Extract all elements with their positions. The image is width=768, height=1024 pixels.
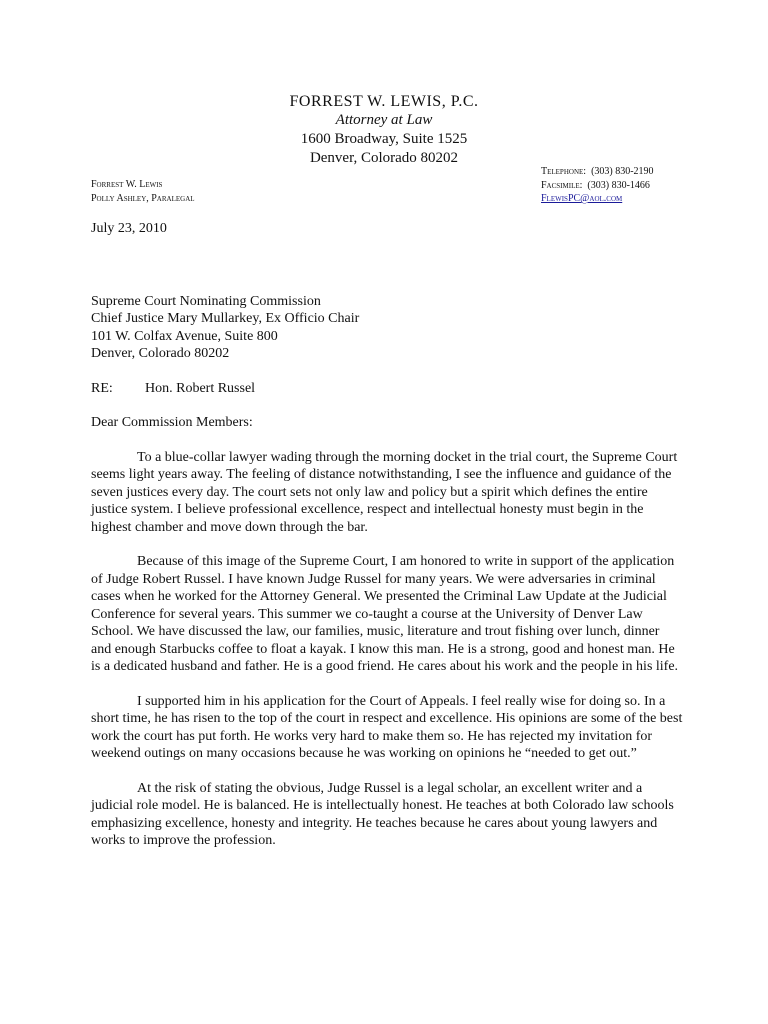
- recipient-line: 101 W. Colfax Avenue, Suite 800: [91, 328, 278, 344]
- email-line: [541, 192, 654, 206]
- re-label: RE:: [91, 380, 113, 396]
- re-line: [91, 380, 683, 398]
- email-link[interactable]: FlewisPC@aol.com: [541, 193, 623, 204]
- recipient-line: Denver, Colorado 80202: [91, 346, 230, 361]
- telephone-number: (303) 830-2190: [591, 166, 654, 177]
- facsimile-label: Facsimile:: [541, 179, 583, 191]
- body-paragraph: I supported him in his application for the Court of Appeals. I feel really wise for doing so. In a short time, he has risen to the top of the court in respect and excellence. His opinions are some of the best work the court has put forth. He works very hard to make them so. He has rejected my invitation for weekend outings on many occasions because he was working on opinions he “needed to get out.”: [91, 693, 683, 761]
- body-paragraph: To a blue-collar lawyer wading through the morning docket in the trial court, the Supreme Court seems light years away. The feeling of distance notwithstanding, I see the influence and guidance of the seven justices every day. The court sets not only law and policy but a spirit which defines the entire justice system. I believe professional excellence, respect and intellectual honesty must begin in the highest chamber and move down through the bar.: [91, 449, 678, 535]
- body-paragraph: At the risk of stating the obvious, Judge Russel is a legal scholar, an excellent writer and a judicial role model. He is balanced. He is intellectually honest. He teaches at both Colorado law schools emphasizing excellence, honesty and integrity. He teaches because he cares about young lawyers and works to improve the profession.: [91, 780, 674, 848]
- staff-paralegal: Polly Ashley, Paralegal: [91, 193, 195, 204]
- telephone-label: Telephone:: [541, 166, 587, 177]
- body-paragraph: Because of this image of the Supreme Court, I am honored to write in support of the application of Judge Robert Russel. I have known Judge Russel for many years. We were adversaries in criminal cases when he worked for the Attorney General. We presented the Criminal Law Update at the Judicial Conference for several years. This summer we co-taught a course at the University of Denver Law School. We have discussed the law, our families, music, literature and trout fishing over lunch, dinner and enough Starbucks coffee to float a kayak. I know this man. He is a strong, good and honest man. He is a dedicated husband and father. He is a good friend. He cares about his work and the people in his life.: [91, 554, 679, 674]
- recipient-address: [91, 293, 683, 363]
- letter-body: [91, 220, 683, 850]
- recipient-line: Chief Justice Mary Mullarkey, Ex Officio Chair: [91, 311, 360, 326]
- re-subject: Hon. Robert Russel: [145, 380, 256, 396]
- firm-subtitle: Attorney at Law: [335, 112, 433, 128]
- letter-date: July 23, 2010: [91, 221, 167, 236]
- staff-attorney: Forrest W. Lewis: [91, 179, 163, 190]
- firm-name: FORREST W. LEWIS, P.C.: [289, 93, 479, 110]
- firm-city: Denver, Colorado 80202: [309, 150, 459, 166]
- telephone-line: [541, 165, 654, 179]
- salutation: Dear Commission Members:: [91, 415, 253, 430]
- recipient-line: Supreme Court Nominating Commission: [91, 293, 321, 309]
- staff-list: [91, 178, 195, 206]
- facsimile-number: (303) 830-1466: [587, 179, 650, 191]
- letterhead: [0, 92, 768, 168]
- contact-block: [541, 165, 654, 206]
- firm-street: 1600 Broadway, Suite 1525: [300, 131, 468, 147]
- facsimile-line: [541, 179, 654, 193]
